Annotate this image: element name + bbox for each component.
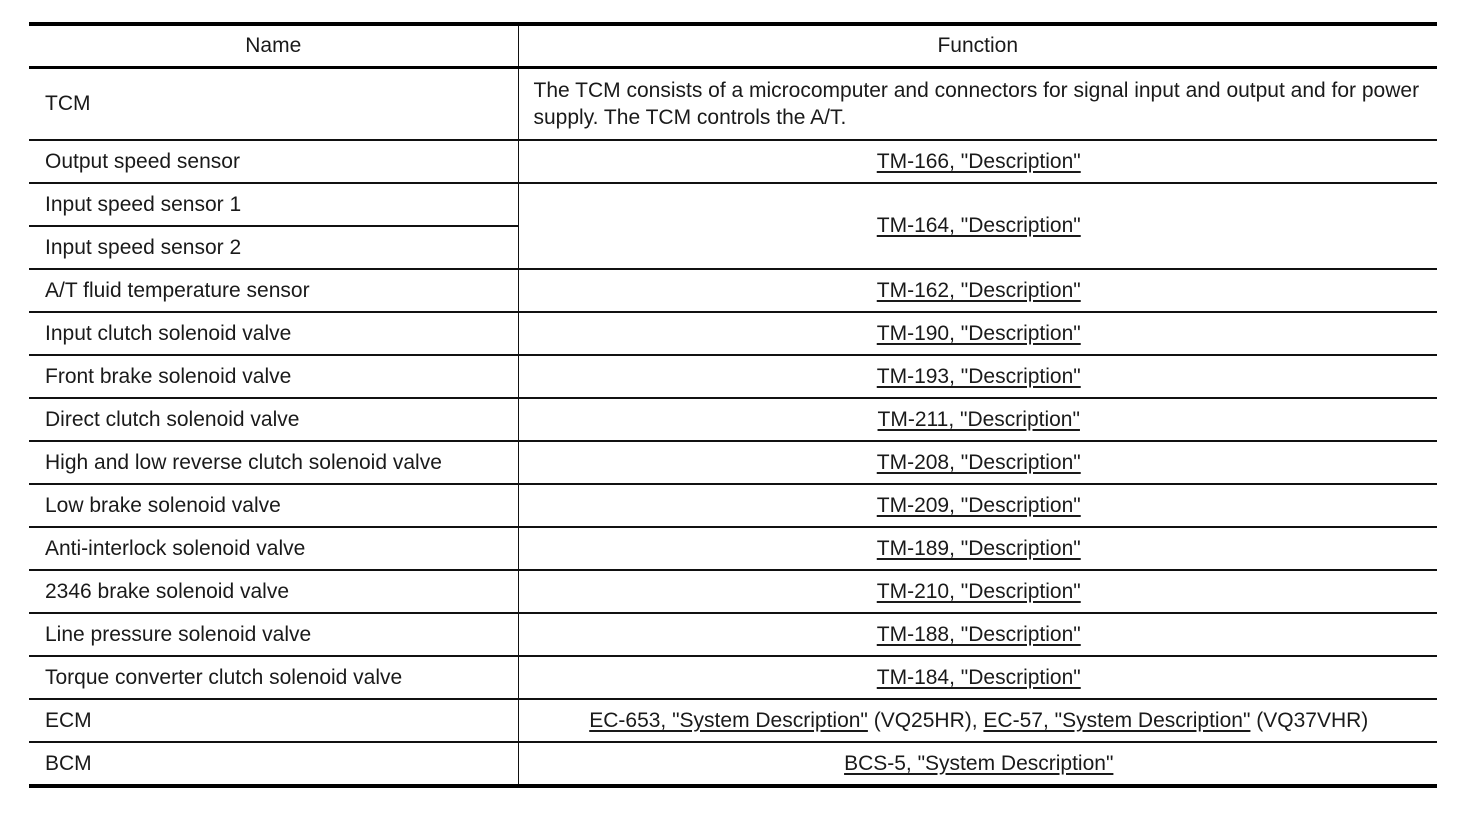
function-cell	[518, 398, 1437, 441]
function-cell	[518, 269, 1437, 312]
function-cell	[518, 355, 1437, 398]
function-cell	[518, 656, 1437, 699]
component-name: 2346 brake solenoid valve	[29, 570, 518, 613]
table-row	[29, 656, 1437, 699]
reference-link[interactable]: TM-193, "Description"	[876, 364, 1081, 388]
component-name: Anti-interlock solenoid valve	[29, 527, 518, 570]
function-description: The TCM consists of a microcomputer and connectors for signal input and output and for power supply. The TCM controls the A/T.	[518, 68, 1437, 141]
component-name: TCM	[29, 68, 518, 141]
reference-link[interactable]: EC-653, "System Description"	[589, 708, 868, 732]
function-cell	[518, 183, 1437, 269]
table-row	[29, 484, 1437, 527]
table-row	[29, 441, 1437, 484]
table-row	[29, 183, 1437, 226]
table-row	[29, 613, 1437, 656]
function-cell	[518, 441, 1437, 484]
table-row	[29, 570, 1437, 613]
reference-link[interactable]: TM-184, "Description"	[876, 665, 1081, 689]
reference-link[interactable]: TM-190, "Description"	[876, 321, 1081, 345]
table-row	[29, 742, 1437, 786]
header-row	[29, 24, 1437, 68]
function-cell	[518, 570, 1437, 613]
reference-link[interactable]: BCS-5, "System Description"	[844, 751, 1114, 775]
component-name: A/T fluid temperature sensor	[29, 269, 518, 312]
component-name: Input speed sensor 2	[29, 226, 518, 269]
function-cell	[518, 613, 1437, 656]
reference-link[interactable]: TM-189, "Description"	[876, 536, 1081, 560]
function-cell	[518, 699, 1437, 742]
table-row	[29, 312, 1437, 355]
table-row	[29, 355, 1437, 398]
engine-variant-note: (VQ37VHR)	[1250, 708, 1369, 732]
component-name: Input speed sensor 1	[29, 183, 518, 226]
table-row-tcm	[29, 68, 1437, 141]
component-name: Low brake solenoid valve	[29, 484, 518, 527]
function-cell	[518, 140, 1437, 183]
reference-link[interactable]: EC-57, "System Description"	[983, 708, 1251, 732]
table-row	[29, 527, 1437, 570]
component-name: High and low reverse clutch solenoid valve	[29, 441, 518, 484]
function-cell	[518, 527, 1437, 570]
table-row	[29, 269, 1437, 312]
function-cell	[518, 742, 1437, 786]
table-row	[29, 140, 1437, 183]
reference-link[interactable]: TM-162, "Description"	[876, 278, 1081, 302]
component-name: Torque converter clutch solenoid valve	[29, 656, 518, 699]
table-row	[29, 699, 1437, 742]
reference-link[interactable]: TM-210, "Description"	[876, 579, 1081, 603]
component-function-table	[29, 22, 1437, 788]
component-name: Line pressure solenoid valve	[29, 613, 518, 656]
reference-link[interactable]: TM-164, "Description"	[876, 214, 1081, 238]
reference-link[interactable]: TM-208, "Description"	[876, 450, 1081, 474]
function-cell	[518, 312, 1437, 355]
table-row	[29, 398, 1437, 441]
engine-variant-note: (VQ25HR),	[867, 708, 984, 732]
column-header-function: Function	[518, 24, 1437, 68]
component-name: Front brake solenoid valve	[29, 355, 518, 398]
component-name: Input clutch solenoid valve	[29, 312, 518, 355]
component-name: BCM	[29, 742, 518, 786]
column-header-name: Name	[29, 24, 518, 68]
reference-link[interactable]: TM-211, "Description"	[877, 407, 1080, 431]
reference-link[interactable]: TM-188, "Description"	[876, 622, 1081, 646]
component-name: ECM	[29, 699, 518, 742]
reference-link[interactable]: TM-166, "Description"	[876, 149, 1081, 173]
component-name: Direct clutch solenoid valve	[29, 398, 518, 441]
reference-link[interactable]: TM-209, "Description"	[876, 493, 1081, 517]
function-cell	[518, 484, 1437, 527]
component-name: Output speed sensor	[29, 140, 518, 183]
